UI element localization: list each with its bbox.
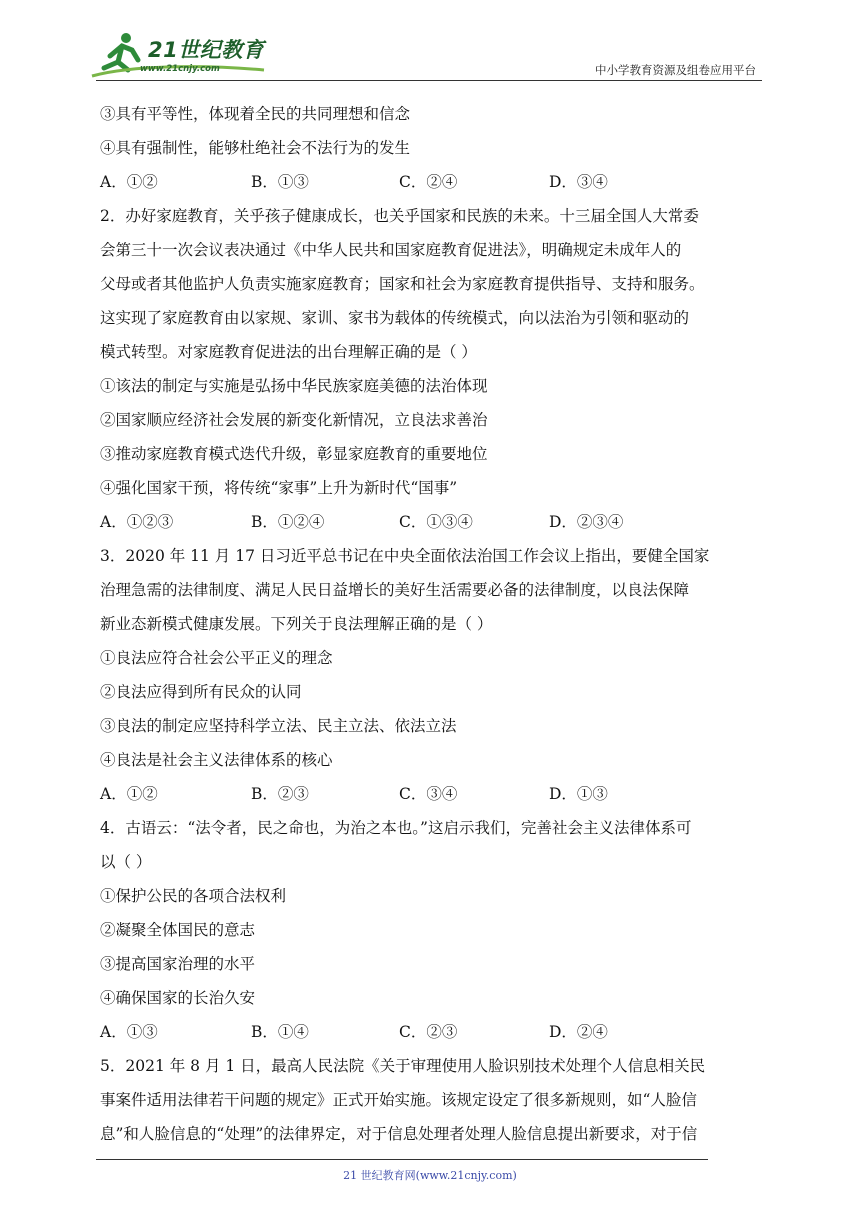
platform-name: 中小学教育资源及组卷应用平台 <box>595 63 756 77</box>
option-b: B．①②④ <box>251 513 325 531</box>
statement: ②凝聚全体国民的意志 <box>100 921 256 939</box>
option-a: A．①③ <box>100 1023 158 1041</box>
option-a: A．①②③ <box>100 513 174 531</box>
statement: ①保护公民的各项合法权利 <box>100 887 287 905</box>
statement: ④强化国家干预，将传统“家事”上升为新时代“国事” <box>100 479 458 497</box>
option-b: B．①③ <box>251 173 309 191</box>
option-c: C．②③ <box>399 1023 458 1041</box>
question-text: 会第三十一次会议表决通过《中华人民共和国家庭教育促进法》，明确规定未成年人的 <box>100 241 682 259</box>
option-a: A．①② <box>100 785 158 803</box>
question-text: 5．2021 年 8 月 1 日，最高人民法院《关于审理使用人脸识别技术处理个人信息相关民 <box>100 1057 706 1075</box>
statement: ①该法的制定与实施是弘扬中华民族家庭美德的法治体现 <box>100 377 488 395</box>
statement: ④确保国家的长治久安 <box>100 989 256 1007</box>
logo-text: 21世纪教育 <box>148 38 265 62</box>
question-text: 这实现了家庭教育由以家规、家训、家书为载体的传统模式，向以法治为引领和驱动的 <box>100 309 690 327</box>
question-text: 3．2020 年 11 月 17 日习近平总书记在中央全面依法治国工作会议上指出，要健全国家 <box>100 547 710 565</box>
question-text: 2．办好家庭教育，关乎孩子健康成长，也关乎国家和民族的未来。十三届全国人大常委 <box>100 207 699 225</box>
options-row <box>100 1022 780 1042</box>
logo-url: www.21cnjy.com <box>140 64 220 74</box>
question-text: 模式转型。对家庭教育促进法的出台理解正确的是（ ） <box>100 343 477 361</box>
statement: ②良法应得到所有民众的认同 <box>100 683 302 701</box>
options-row <box>100 784 780 804</box>
option-c: C．③④ <box>399 785 458 803</box>
option-a: A．①② <box>100 173 158 191</box>
question-text: 以（ ） <box>100 853 152 871</box>
option-d: D．①③ <box>549 785 608 803</box>
question-text: 事案件适用法律若干问题的规定》正式开始实施。该规定设定了很多新规则，如“人脸信 <box>100 1091 697 1109</box>
text-line: ④具有强制性，能够杜绝社会不法行为的发生 <box>100 139 411 157</box>
footer-text: 21 世纪教育网(www.21cnjy.com) <box>343 1169 517 1182</box>
question-text: 4．古语云：“法令者，民之命也，为治之本也。”这启示我们，完善社会主义法律体系可 <box>100 819 692 837</box>
question-text: 新业态新模式健康发展。下列关于良法理解正确的是（ ） <box>100 615 493 633</box>
question-text: 父母或者其他监护人负责实施家庭教育；国家和社会为家庭教育提供指导、支持和服务。 <box>100 275 705 293</box>
header-divider <box>96 80 762 81</box>
question-text: 息”和人脸信息的“处理”的法律界定，对于信息处理者处理人脸信息提出新要求，对于信 <box>100 1125 698 1143</box>
option-d: D．②④ <box>549 1023 608 1041</box>
statement: ①良法应符合社会公平正义的理念 <box>100 649 333 667</box>
options-row <box>100 512 780 532</box>
statement: ②国家顺应经济社会发展的新变化新情况，立良法求善治 <box>100 411 488 429</box>
option-d: D．③④ <box>549 173 608 191</box>
option-d: D．②③④ <box>549 513 624 531</box>
statement: ③推动家庭教育模式迭代升级，彰显家庭教育的重要地位 <box>100 445 488 463</box>
statement: ④良法是社会主义法律体系的核心 <box>100 751 333 769</box>
statement: ③提高国家治理的水平 <box>100 955 256 973</box>
footer-divider <box>96 1159 708 1160</box>
option-b: B．①④ <box>251 1023 309 1041</box>
text-line: ③具有平等性，体现着全民的共同理想和信念 <box>100 105 411 123</box>
page-header <box>0 0 860 80</box>
question-text: 治理急需的法律制度、满足人民日益增长的美好生活需要必备的法律制度，以良法保障 <box>100 581 690 599</box>
option-b: B．②③ <box>251 785 309 803</box>
options-row <box>100 172 780 192</box>
option-c: C．①③④ <box>399 513 473 531</box>
option-c: C．②④ <box>399 173 458 191</box>
statement: ③良法的制定应坚持科学立法、民主立法、依法立法 <box>100 717 457 735</box>
